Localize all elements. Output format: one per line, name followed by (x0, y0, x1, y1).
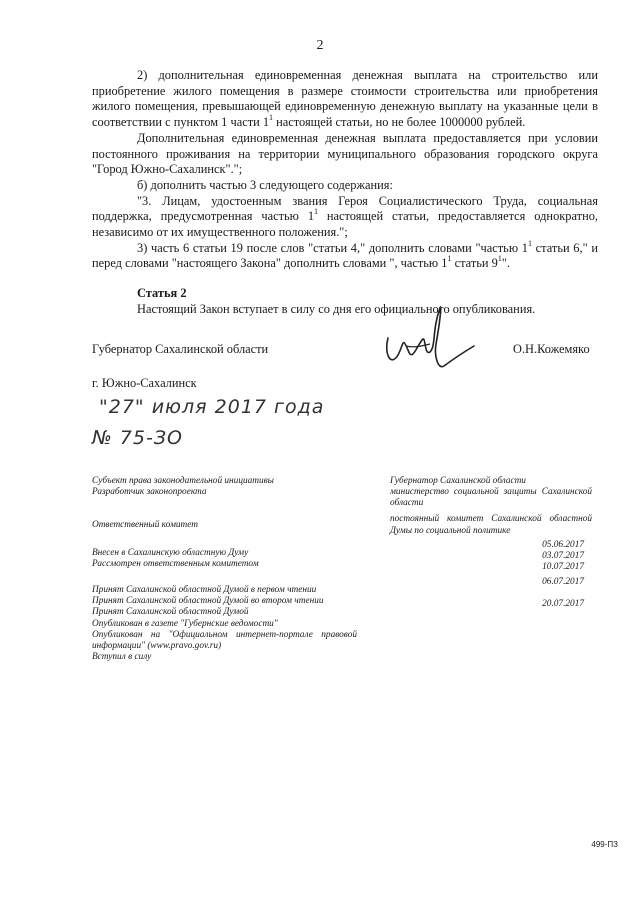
table-row: Рассмотрен ответственным комитетом 03.07.2017 (92, 550, 584, 569)
law-body (92, 68, 598, 318)
table-row: Ответственный комитет постоянный комитет Сахалинской областной Думы по социальной политике (92, 514, 592, 536)
governor-name: О.Н.Кожемяко (513, 342, 590, 356)
article-title: Статья 2 (137, 286, 187, 301)
table-row: Опубликован в газете "Губернские ведомости" (92, 618, 278, 629)
page-number: 2 (316, 38, 324, 53)
footer-code: 499-ПЗ (591, 840, 618, 849)
governor-title: Губернатор Сахалинской области (92, 342, 269, 356)
table-row: Опубликован на "Официальном интернет-портале правовой информации" (www.pravo.gov.ru) (92, 629, 357, 652)
table-row: Разработчик законопроекта министерство социальной защиты Сахалинской области (92, 487, 592, 509)
paragraph-b: б) дополнить частью 3 следующего содержания: (137, 177, 393, 192)
paragraph-part-3: "3. Лицам, удостоенным звания Героя Социалистического Труда, социальная поддержка, предусмотренная частью $1^1$ настоящей статьи, предоставляется однократно, независимо от их имущественного положения."; (92, 193, 598, 240)
legislative-history-table (92, 476, 592, 663)
article-text: Настоящий Закон вступает в силу со дня его официального опубликования. (137, 301, 536, 316)
table-row: Принят Сахалинской областной Думой 20.07.2017 (92, 599, 584, 618)
table-row: Внесен в Сахалинскую областную Думу 05.06.2017 (92, 539, 584, 558)
paragraph-2: 2) дополнительная единовременная денежная выплата на строительство или приобретение жилого помещения в размере стоимости строительства или приобретения жилого помещения, превышающей единовременную денежную выплату на указанные цели в соответствии с пунктом 1 части $1^1$ настоящей статьи, но не более 1000000 рублей. (92, 68, 598, 130)
handwritten-date: "27" июля 2017 года (99, 396, 325, 418)
paragraph-3: 3) часть 6 статьи 19 после слов "статьи 4," дополнить словами "частью $1^1$ статьи 6," и перед словами "настоящего Закона" дополнить словами ", частью $1^1$ статьи $9^1$". (92, 238, 598, 271)
table-row: Вступил в силу (92, 652, 152, 663)
table-row: Принят Сахалинской областной Думой во втором чтении (92, 596, 324, 607)
table-row: Субъект права законодательной инициативы Губернатор Сахалинской области (92, 476, 526, 486)
city-label: г. Южно-Сахалинск (92, 376, 197, 390)
table-row: Принят Сахалинской областной Думой в первом чтении 06.07.2017 (92, 577, 584, 596)
signature-image (378, 300, 478, 375)
table-row: 10.07.2017 (542, 562, 584, 573)
paragraph-additional-payment: Дополнительная единовременная денежная выплата предоставляется при условии постоянного проживания на территории муниципального образования городского округа "Город Южно-Сахалинск"."; (92, 130, 598, 177)
handwritten-law-number: № 75-ЗО (92, 427, 183, 449)
